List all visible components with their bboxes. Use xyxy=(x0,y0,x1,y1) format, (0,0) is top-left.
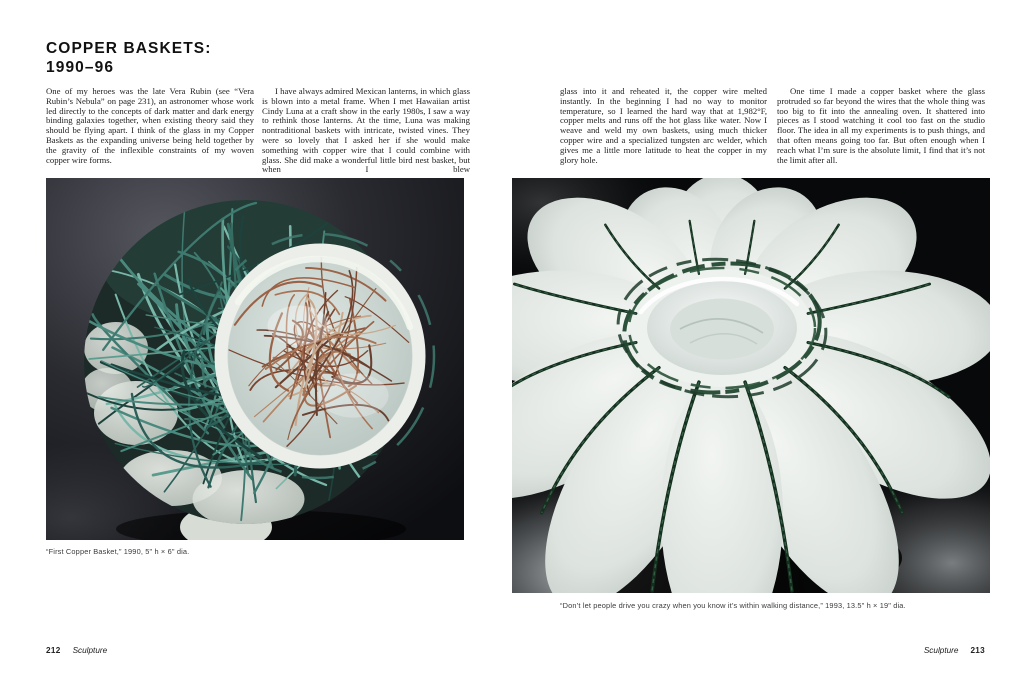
chapter-title-line2: 1990–96 xyxy=(46,58,115,76)
footer-left xyxy=(46,646,107,655)
body-column-1 xyxy=(46,87,254,165)
caption-first-copper-basket: “First Copper Basket,” 1990, 5" h × 6" dia. xyxy=(46,547,190,556)
page-number-right: 213 xyxy=(970,646,985,655)
figure-first-copper-basket xyxy=(46,178,464,540)
photo-first-copper-basket xyxy=(46,178,464,540)
paragraph: One time I made a copper basket where the glass protruded so far beyond the wires that the whole thing was too big to fit into the annealing oven. It shattered into pieces as I stood watching it cool too fast on the studio floor. The idea in all my experiments is to push things, and that often means going too far. But often enough when I reach what I’m sure is the absolute limit, I find that it’s not the limit after all. xyxy=(777,86,985,165)
page-number-left: 212 xyxy=(46,646,61,655)
figure-walking-distance-basket xyxy=(512,178,990,593)
body-column-4 xyxy=(777,87,985,165)
chapter-title-line1: COPPER BASKETS: xyxy=(46,40,212,57)
paragraph: I have always admired Mexican lanterns, in which glass is blown into a metal frame. When I met Hawaiian artist Cindy Luna at a craft show in the early 1980s, I saw a way to rethink those lanterns. At the time, Luna was making nontraditional baskets with intricate, twisted vines. They were so lovely that I asked her if she would make something with copper wire that I could combine with glass. She did make a wonderful little bird nest basket, but when I blew xyxy=(262,86,470,175)
section-label-left: Sculpture xyxy=(72,646,108,655)
paragraph: glass into it and reheated it, the copper wire melted instantly. In the beginning I had no way to monitor temperature, so I learned the hard way that at 1,982°F, copper melts and runs off the hot glass like water. Now I weave and weld my own baskets, using much thicker copper wire and a specialized tungsten arc welder, which gives me a little more latitude to heat the copper in my glory hole. xyxy=(560,86,767,165)
photo-walking-distance-basket xyxy=(512,178,990,593)
paragraph: One of my heroes was the late Vera Rubin (see “Vera Rubin’s Nebula” on page 231), an astronomer whose work led directly to the concepts of dark matter and dark energy binding galaxies together, when existing theory said they should be flying apart. I think of the glass in my Copper Baskets as the expanding universe being held together by the gravity of the inflexible constraints of my woven copper wire forms. xyxy=(46,86,254,165)
body-column-3 xyxy=(560,87,767,165)
caption-walking-distance-basket: “Don’t let people drive you crazy when you know it’s within walking distance,” 1993, 13.5" h × 19" dia. xyxy=(560,601,906,610)
body-column-2 xyxy=(262,87,470,175)
section-label-right: Sculpture xyxy=(923,646,959,655)
footer-right xyxy=(924,646,985,655)
chapter-title xyxy=(46,40,212,77)
